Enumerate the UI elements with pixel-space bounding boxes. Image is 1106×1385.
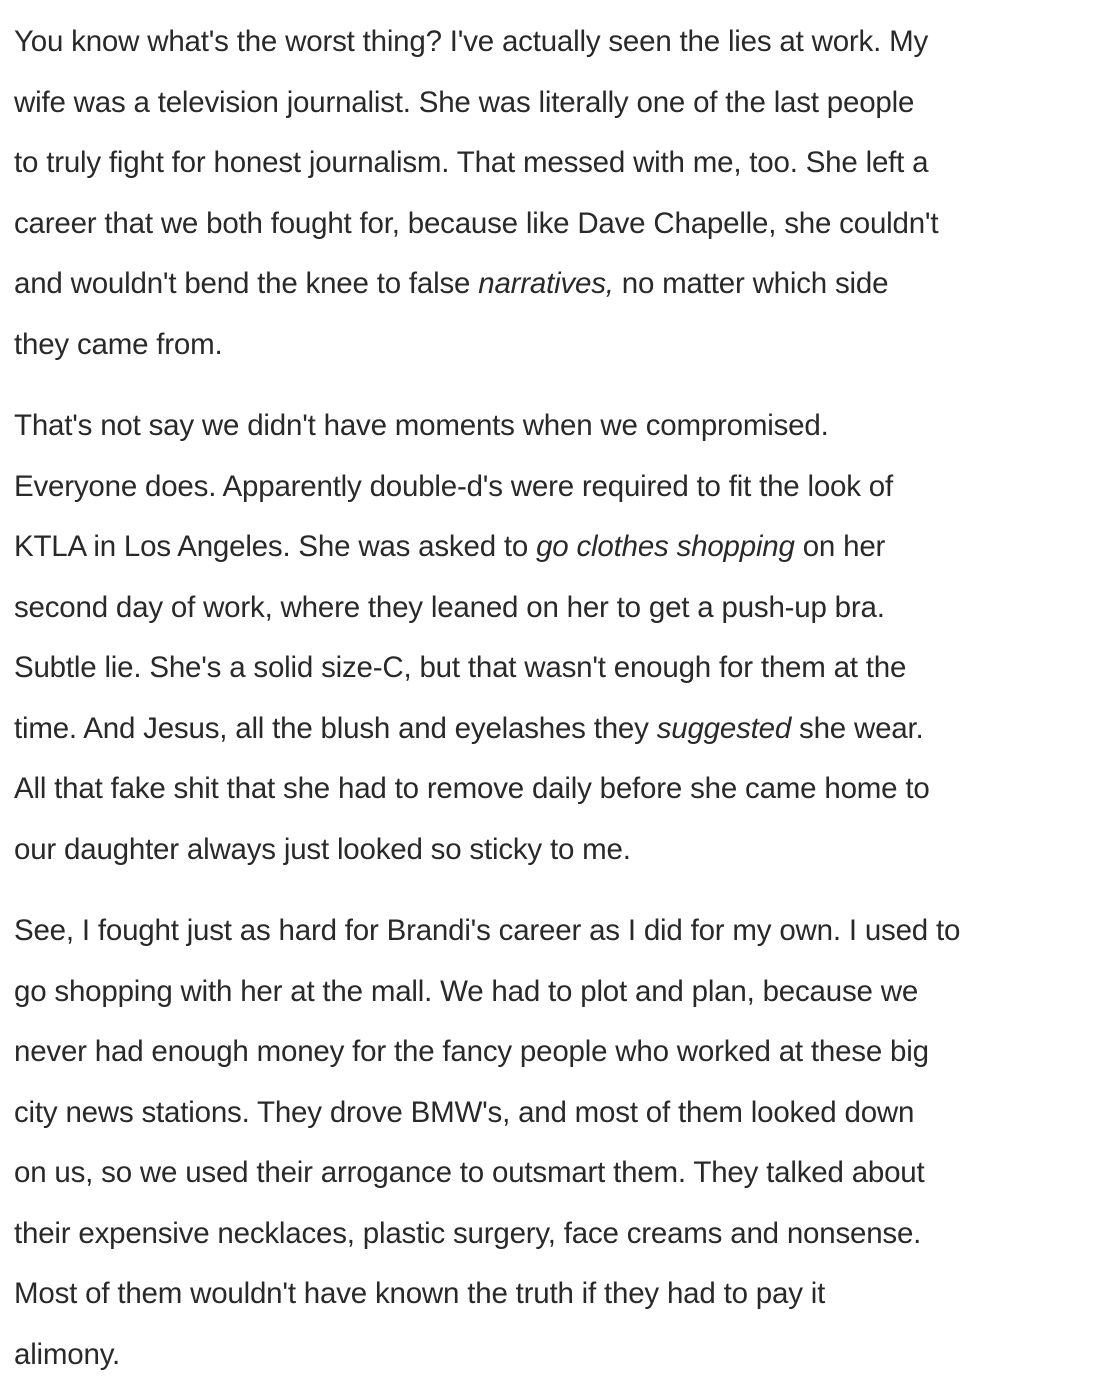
text-line: alimony. [14, 1325, 1100, 1385]
text-line: go shopping with her at the mall. We had to plot and plan, because we [14, 962, 1100, 1023]
text-line: Subtle lie. She's a solid size-C, but that wasn't enough for them at the [14, 638, 1100, 699]
text-line: See, I fought just as hard for Brandi's career as I did for my own. I used to [14, 901, 1100, 962]
text-line: city news stations. They drove BMW's, and most of them looked down [14, 1083, 1100, 1144]
text-line [14, 699, 1100, 760]
text-line: our daughter always just looked so sticky to me. [14, 820, 1100, 881]
text-segment: she wear. [791, 712, 923, 745]
text-line: You know what's the worst thing? I've actually seen the lies at work. My [14, 12, 1100, 73]
paragraph-2 [14, 396, 1100, 880]
paragraph-3 [14, 901, 1100, 1385]
italic-emphasis: narratives, [478, 267, 614, 300]
text-line: to truly fight for honest journalism. That messed with me, too. She left a [14, 133, 1100, 194]
paragraph-1 [14, 12, 1100, 375]
text-segment: and wouldn't bend the knee to false [14, 267, 478, 300]
text-line [14, 517, 1100, 578]
text-line: All that fake shit that she had to remove daily before she came home to [14, 759, 1100, 820]
text-line: Most of them wouldn't have known the truth if they had to pay it [14, 1264, 1100, 1325]
text-segment: on her [795, 530, 885, 563]
text-line [14, 254, 1100, 315]
italic-emphasis: suggested [657, 712, 791, 745]
text-segment: KTLA in Los Angeles. She was asked to [14, 530, 536, 563]
text-segment: time. And Jesus, all the blush and eyelashes they [14, 712, 657, 745]
text-line: they came from. [14, 315, 1100, 376]
article-body [14, 12, 1100, 1385]
italic-emphasis: go clothes shopping [536, 530, 795, 563]
text-line: career that we both fought for, because like Dave Chapelle, she couldn't [14, 194, 1100, 255]
text-line: That's not say we didn't have moments when we compromised. [14, 396, 1100, 457]
text-line: second day of work, where they leaned on her to get a push-up bra. [14, 578, 1100, 639]
text-line: never had enough money for the fancy people who worked at these big [14, 1022, 1100, 1083]
text-segment: no matter which side [614, 267, 889, 300]
text-line: wife was a television journalist. She was literally one of the last people [14, 73, 1100, 134]
text-line: their expensive necklaces, plastic surgery, face creams and nonsense. [14, 1204, 1100, 1265]
text-line: on us, so we used their arrogance to outsmart them. They talked about [14, 1143, 1100, 1204]
text-line: Everyone does. Apparently double-d's were required to fit the look of [14, 457, 1100, 518]
